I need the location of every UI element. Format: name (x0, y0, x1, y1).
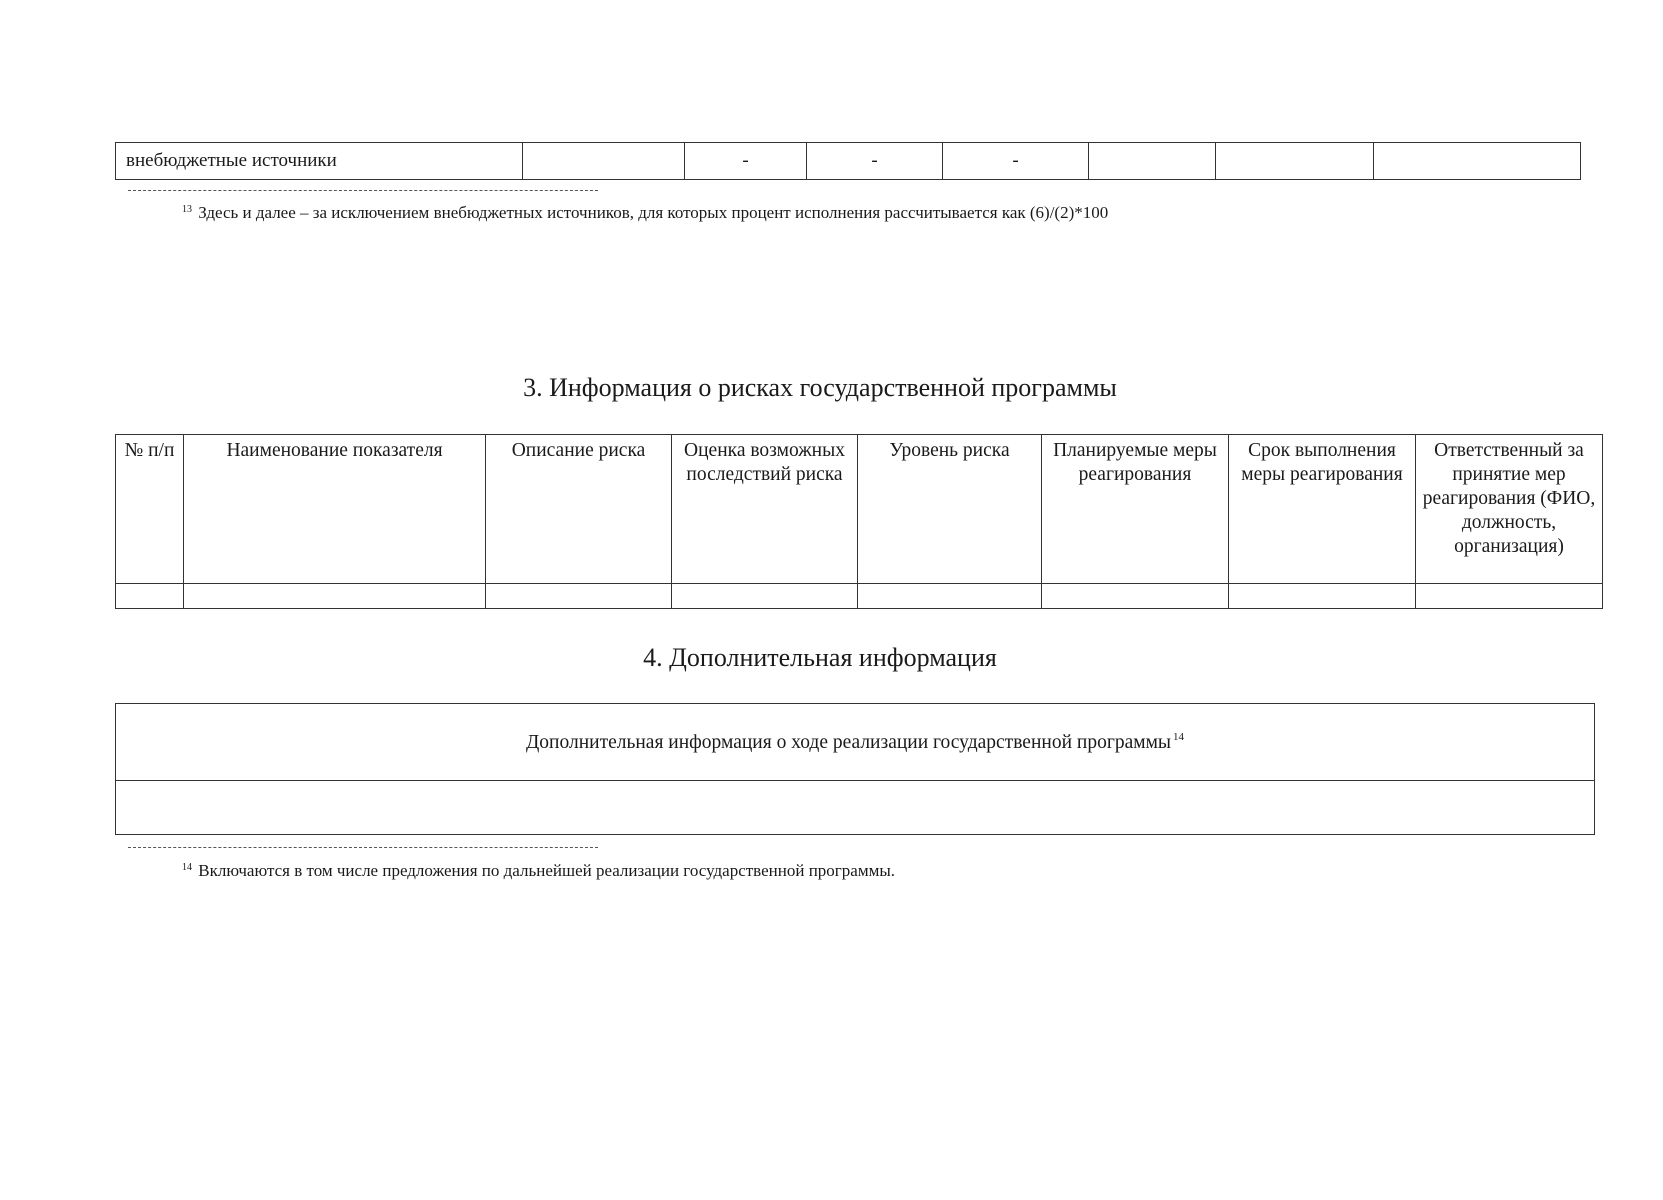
table-cell (858, 584, 1042, 609)
risk-table-header (116, 435, 1603, 584)
column-header-indicator-name: Наименование показателя (184, 435, 486, 584)
row-label: внебюджетные источники (116, 143, 523, 180)
column-header-responsible: Ответственный за принятие мер реагирования (ФИО, должность, организация) (1416, 435, 1603, 584)
additional-info-header (116, 704, 1595, 781)
table-cell: - (943, 143, 1089, 180)
footnote-mark: 14 (182, 862, 192, 873)
column-header-number: № п/п (116, 435, 184, 584)
table-cell (1089, 143, 1216, 180)
table-cell (1229, 584, 1416, 609)
additional-info-header-text: Дополнительная информация о ходе реализации государственной программы (525, 731, 1172, 753)
footnote-mark: 13 (182, 204, 192, 215)
footnote-text: Здесь и далее – за исключением внебюджетных источников, для которых процент исполнения рассчитывается как (6)/(2)*100 (198, 203, 1109, 222)
risk-table (115, 434, 1603, 609)
footnote-text: Включаются в том числе предложения по дальнейшей реализации государственной программы. (198, 861, 896, 880)
footnote-separator (128, 847, 598, 848)
table-cell (1216, 143, 1374, 180)
footnote-separator (128, 190, 598, 191)
table-cell (116, 781, 1595, 835)
table-cell (672, 584, 858, 609)
column-header-risk-level: Уровень риска (858, 435, 1042, 584)
column-header-risk-description: Описание риска (486, 435, 672, 584)
column-header-deadline: Срок выполнения меры реагирования (1229, 435, 1416, 584)
table-row (116, 584, 1603, 609)
table-cell (486, 584, 672, 609)
table-cell: - (807, 143, 943, 180)
column-header-consequence-assessment: Оценка возможных последствий риска (672, 435, 858, 584)
table-cell (1416, 584, 1603, 609)
footnote-mark: 14 (1173, 730, 1185, 743)
table-row (116, 143, 1581, 180)
table-cell (184, 584, 486, 609)
table-cell (1042, 584, 1229, 609)
table-row (116, 781, 1595, 835)
footnote-14 (182, 861, 895, 881)
table-cell: - (685, 143, 807, 180)
additional-info-table (115, 703, 1595, 835)
table-cell (116, 584, 184, 609)
footnote-13 (182, 203, 1108, 223)
table-cell (523, 143, 685, 180)
budget-table-continuation (115, 142, 1581, 180)
column-header-planned-measures: Планируемые меры реагирования (1042, 435, 1229, 584)
section-3-title: 3. Информация о рисках государственной программы (523, 373, 1117, 402)
section-4-title: 4. Дополнительная информация (643, 643, 997, 672)
additional-info-header-row (116, 704, 1595, 781)
table-cell (1374, 143, 1581, 180)
